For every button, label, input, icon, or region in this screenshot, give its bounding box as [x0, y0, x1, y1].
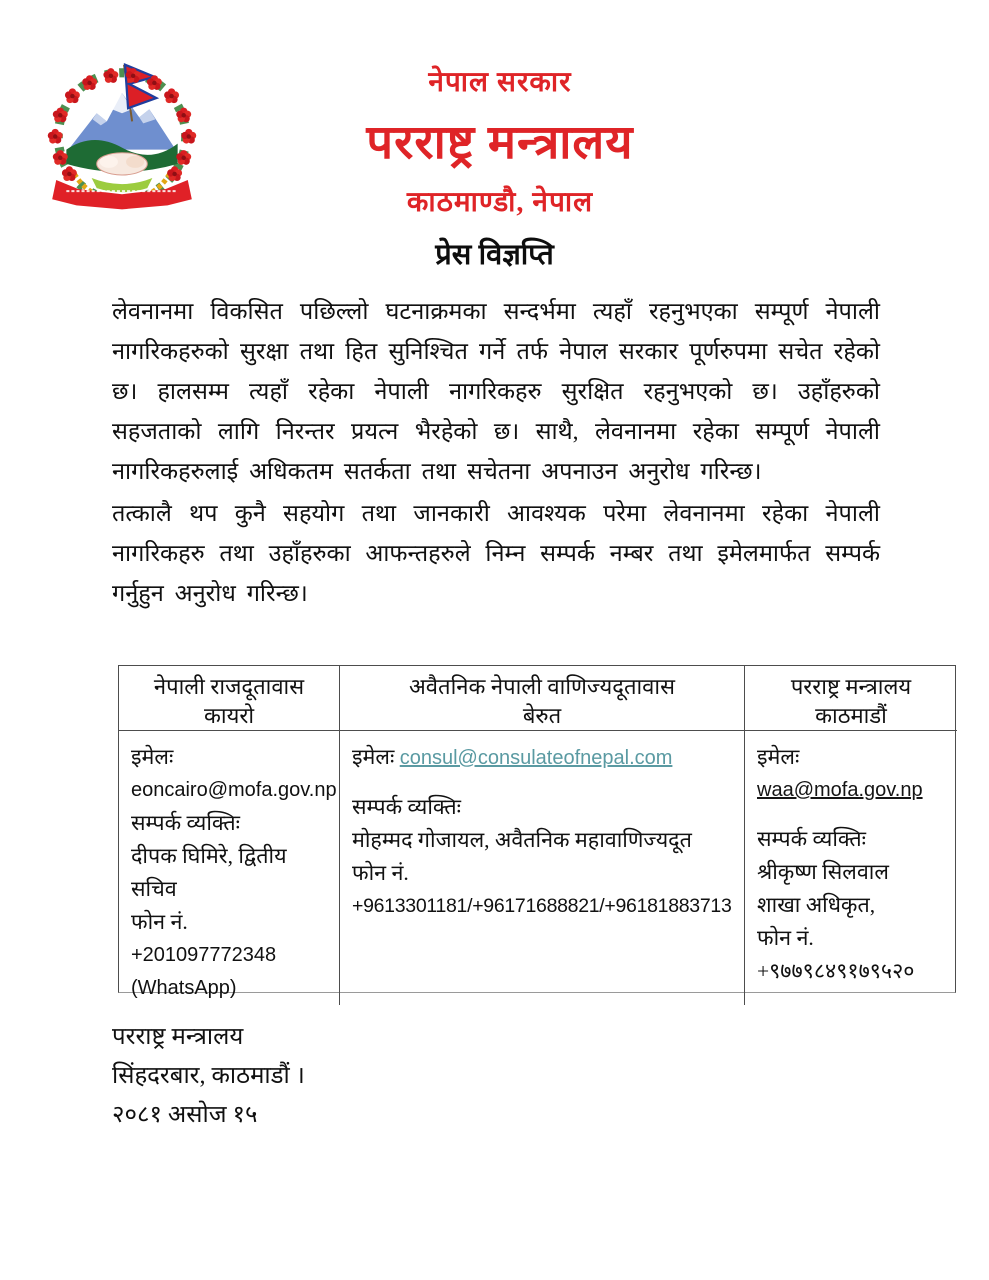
- contact-table: [118, 665, 956, 999]
- contact-label: सम्पर्क व्यक्तिः: [757, 827, 867, 851]
- header-line: अवैतनिक नेपाली वाणिज्यदूतावास: [408, 674, 675, 699]
- contact-title: शाखा अधिकृत,: [757, 893, 876, 917]
- table-cell-mofa-kathmandu: [745, 731, 957, 1005]
- email-link[interactable]: waa@mofa.gov.np: [757, 779, 923, 801]
- email-link[interactable]: consul@consulateofnepal.com: [399, 747, 673, 769]
- letterhead: [210, 62, 790, 220]
- email-label: इमेलः: [757, 745, 800, 769]
- ministry-location: काठमाण्डौ, नेपाल: [406, 187, 594, 218]
- ministry-name: परराष्ट्र मन्त्रालय: [366, 117, 634, 169]
- phone-number: +९७७९८४९१७९५२०: [757, 959, 915, 983]
- phone-number: +201097772348: [131, 944, 277, 966]
- email-label: इमेलः: [352, 745, 395, 769]
- email-row: [352, 741, 734, 775]
- government-name: नेपाल सरकार: [428, 67, 572, 98]
- email-label: इमेलः: [131, 745, 174, 769]
- header-line: काठमाडौं: [815, 703, 887, 728]
- table-header-mofa-kathmandu: [745, 666, 957, 731]
- phone-label: फोन नं.: [352, 861, 409, 885]
- page-title: प्रेस विज्ञप्ति: [435, 239, 554, 271]
- header-line: परराष्ट्र मन्त्रालय: [790, 674, 912, 699]
- paragraph-2: तत्कालै थप कुनै सहयोग तथा जानकारी आवश्यक परेमा लेवनानमा रहेका नेपाली नागरिकहरु तथा उहाँहरुका आफन्तहरुले निम्न सम्पर्क नम्बर तथा इमेलमार्फत सम्पर्क गर्नुहुन अनुरोध गरिन्छ।: [112, 501, 880, 607]
- phone-number: +9613301181/+96171688821/+96181883713: [352, 895, 732, 917]
- contact-person: श्रीकृष्ण सिलवाल: [757, 860, 889, 884]
- contact-label: सम्पर्क व्यक्तिः: [131, 811, 241, 835]
- table-header-embassy-cairo: [119, 666, 339, 731]
- nepal-emblem-graphic: [36, 50, 208, 218]
- signature-date: २०८१ असोज १५: [112, 1102, 258, 1128]
- contact-person: दीपक घिमिरे, द्वितीय सचिव: [131, 844, 287, 901]
- phone-note: (WhatsApp): [131, 977, 237, 999]
- paragraph-1: लेवनानमा विकसित पछिल्लो घटनाक्रमका सन्दर्भमा त्यहाँ रहनुभएका सम्पूर्ण नेपाली नागरिकहरुको सुरक्षा तथा हित सुनिश्चित गर्ने तर्फ नेपाल सरकार पूर्णरुपमा सचेत रहेको छ। हालसम्म त्यहाँ रहेका नेपाली नागरिकहरु सुरक्षित रहनुभएको छ। उहाँहरुको सहजताको लागि निरन्तर प्रयत्न भैरहेको छ। साथै, लेवनानमा रहेका सम्पूर्ण नेपाली नागरिकहरुलाई अधिकतम सतर्कता तथा सचेतना अपनाउन अनुरोध गरिन्छ।: [112, 299, 880, 485]
- signature-address: सिंहदरबार, काठमाडौं ।: [112, 1063, 305, 1089]
- header-line: नेपाली राजदूतावास: [153, 674, 305, 699]
- table-cell-consulate-beirut: [339, 731, 745, 1005]
- contact-person: मोहम्मद गोजायल, अवैतनिक महावाणिज्यदूत: [352, 828, 692, 852]
- header-line: बेरुत: [522, 703, 562, 728]
- contact-label: सम्पर्क व्यक्तिः: [352, 795, 462, 819]
- phone-label: फोन नं.: [131, 910, 188, 934]
- phone-label: फोन नं.: [757, 926, 814, 950]
- table-header-consulate-beirut: [339, 666, 745, 731]
- nepal-emblem: [36, 50, 208, 218]
- email-address: eoncairo@mofa.gov.np: [131, 779, 337, 801]
- table-cell-embassy-cairo: [119, 731, 339, 1005]
- signature-ministry: परराष्ट्र मन्त्रालय: [112, 1024, 244, 1050]
- header-line: कायरो: [203, 703, 255, 728]
- signature-block: [112, 1018, 305, 1135]
